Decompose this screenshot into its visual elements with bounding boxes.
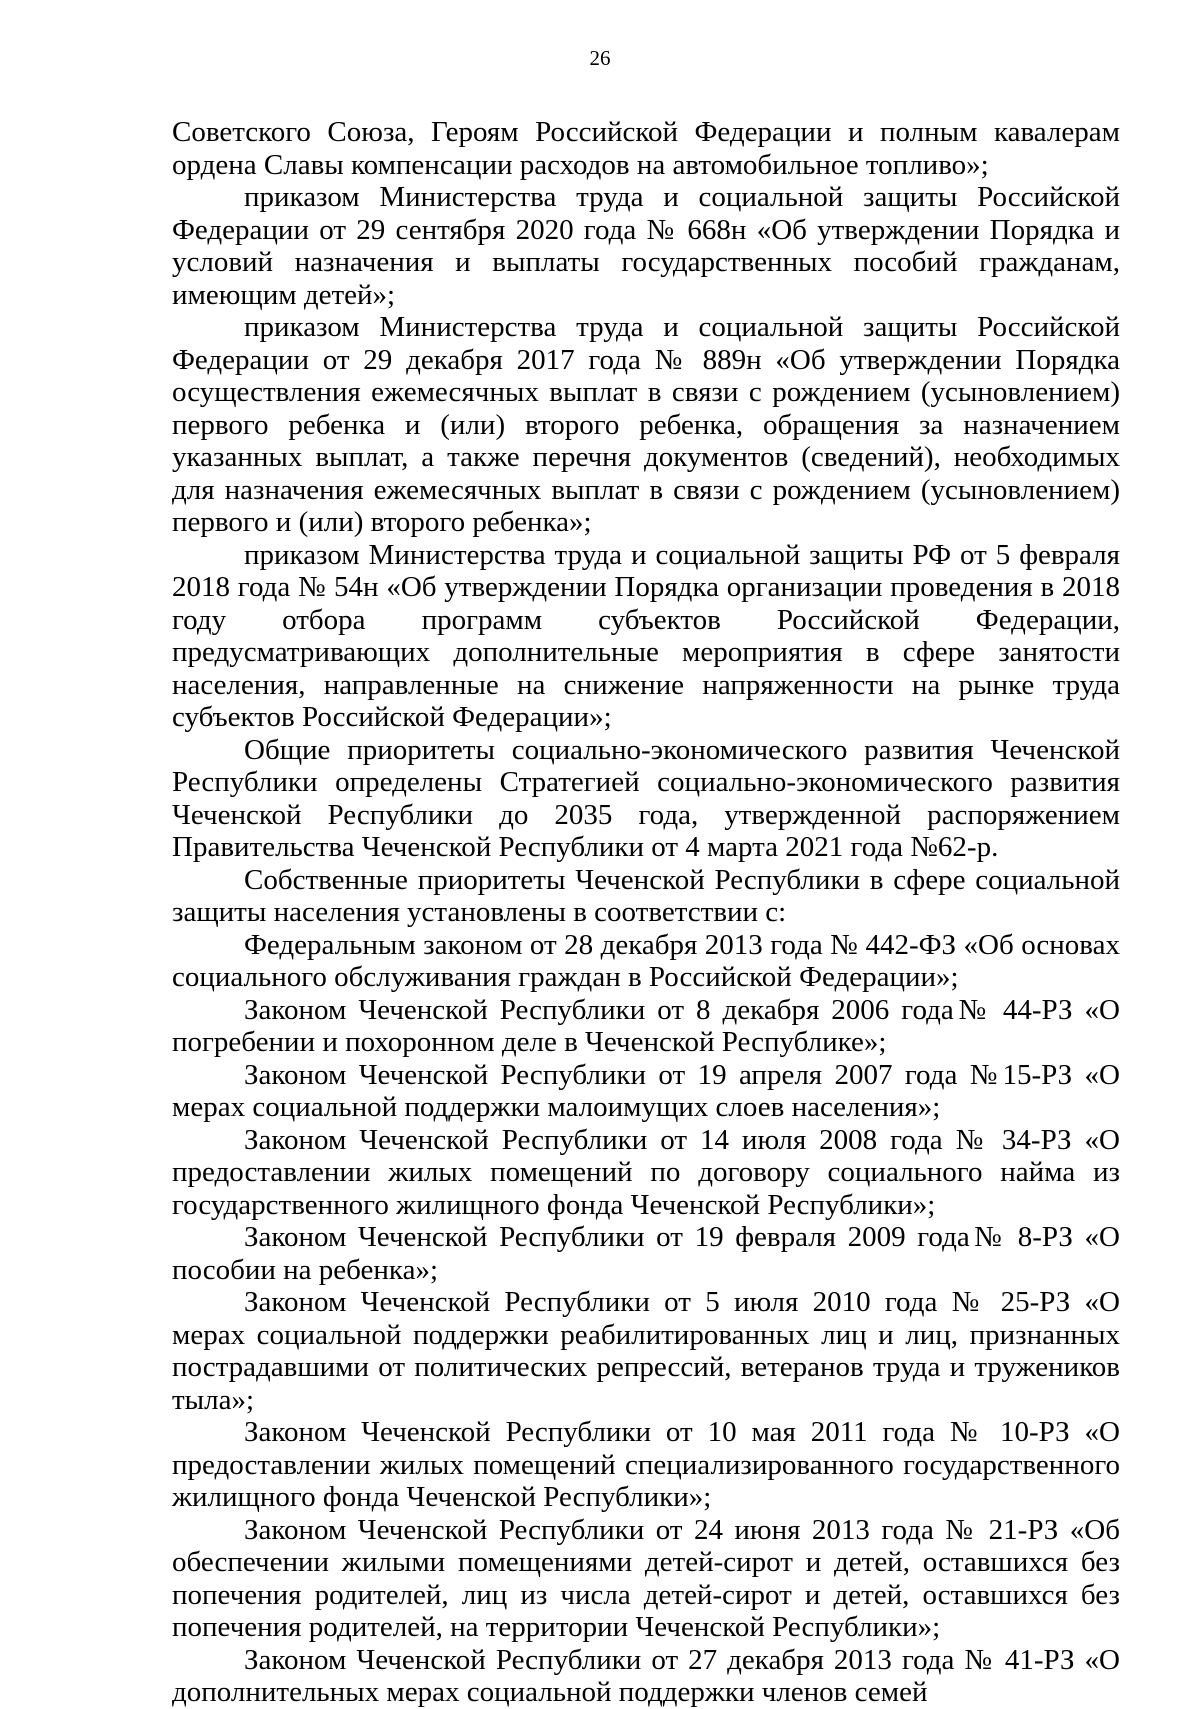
- paragraph-law-34-rz: Законом Чеченской Республики от 14 июля 2008 года № 34-РЗ «О предоставлении жилых помещений по договору социального найма из государственного жилищного фонда Чеченской Республики»;: [172, 1123, 1120, 1221]
- paragraph-continuation: Советского Союза, Героям Российской Федерации и полным кавалерам ордена Славы компенсации расходов на автомобильное топливо»;: [172, 116, 1120, 181]
- paragraph-order-54n: приказом Министерства труда и социальной защиты РФ от 5 февраля 2018 года № 54н «Об утверждении Порядка организации проведения в 2018 году отбора программ субъектов Российской Федерации, предусматривающих дополнительные мероприятия в сфере занятости населения, направленные на снижение напряженности на рынке труда субъектов Российской Федерации»;: [172, 538, 1120, 733]
- paragraph-general-priorities: Общие приоритеты социально-экономического развития Чеченской Республики определены Стратегией социально-экономического развития Чеченской Республики до 2035 года, утвержденной распоряжением Правительства Чеченской Республики от 4 марта 2021 года №62-р.: [172, 733, 1120, 863]
- paragraph-own-priorities: Собственные приоритеты Чеченской Республики в сфере социальной защиты населения установлены в соответствии с:: [172, 863, 1120, 928]
- paragraph-law-15-rz: Законом Чеченской Республики от 19 апреля 2007 года №15-РЗ «О мерах социальной поддержки малоимущих слоев населения»;: [172, 1058, 1120, 1123]
- paragraph-law-41-rz: Законом Чеченской Республики от 27 декабря 2013 года № 41-РЗ «О дополнительных мерах социальной поддержки членов семей: [172, 1643, 1120, 1708]
- paragraph-law-25-rz: Законом Чеченской Республики от 5 июля 2010 года № 25-РЗ «О мерах социальной поддержки реабилитированных лиц и лиц, признанных пострадавшими от политических репрессий, ветеранов труда и тружеников тыла»;: [172, 1286, 1120, 1416]
- paragraph-order-889n: приказом Министерства труда и социальной защиты Российской Федерации от 29 декабря 2017 года № 889н «Об утверждении Порядка осуществления ежемесячных выплат в связи с рождением (усыновлением) первого ребенка и (или) второго ребенка, обращения за назначением указанных выплат, а также перечня документов (сведений), необходимых для назначения ежемесячных выплат в связи с рождением (усыновлением) первого и (или) второго ребенка»;: [172, 311, 1120, 538]
- page-number: 26: [589, 46, 611, 70]
- paragraph-order-668n: приказом Министерства труда и социальной защиты Российской Федерации от 29 сентября 2020 года № 668н «Об утверждении Порядка и условий назначения и выплаты государственных пособий гражданам, имеющим детей»;: [172, 181, 1120, 311]
- document-body: [172, 116, 1120, 1709]
- paragraph-law-10-rz: Законом Чеченской Республики от 10 мая 2011 года № 10-РЗ «О предоставлении жилых помещений специализированного государственного жилищного фонда Чеченской Республики»;: [172, 1416, 1120, 1513]
- paragraph-law-44-rz: Законом Чеченской Республики от 8 декабря 2006 года№ 44-РЗ «О погребении и похоронном деле в Чеченской Республике»;: [172, 993, 1120, 1058]
- paragraph-federal-law-442: Федеральным законом от 28 декабря 2013 года № 442-ФЗ «Об основах социального обслуживания граждан в Российской Федерации»;: [172, 928, 1120, 993]
- paragraph-law-21-rz: Законом Чеченской Республики от 24 июня 2013 года № 21-РЗ «Об обеспечении жилыми помещениями детей-сирот и детей, оставшихся без попечения родителей, лиц из числа детей-сирот и детей, оставшихся без попечения родителей, на территории Чеченской Республики»;: [172, 1513, 1120, 1643]
- paragraph-law-8-rz: Законом Чеченской Республики от 19 февраля 2009 года№ 8-РЗ «О пособии на ребенка»;: [172, 1221, 1120, 1286]
